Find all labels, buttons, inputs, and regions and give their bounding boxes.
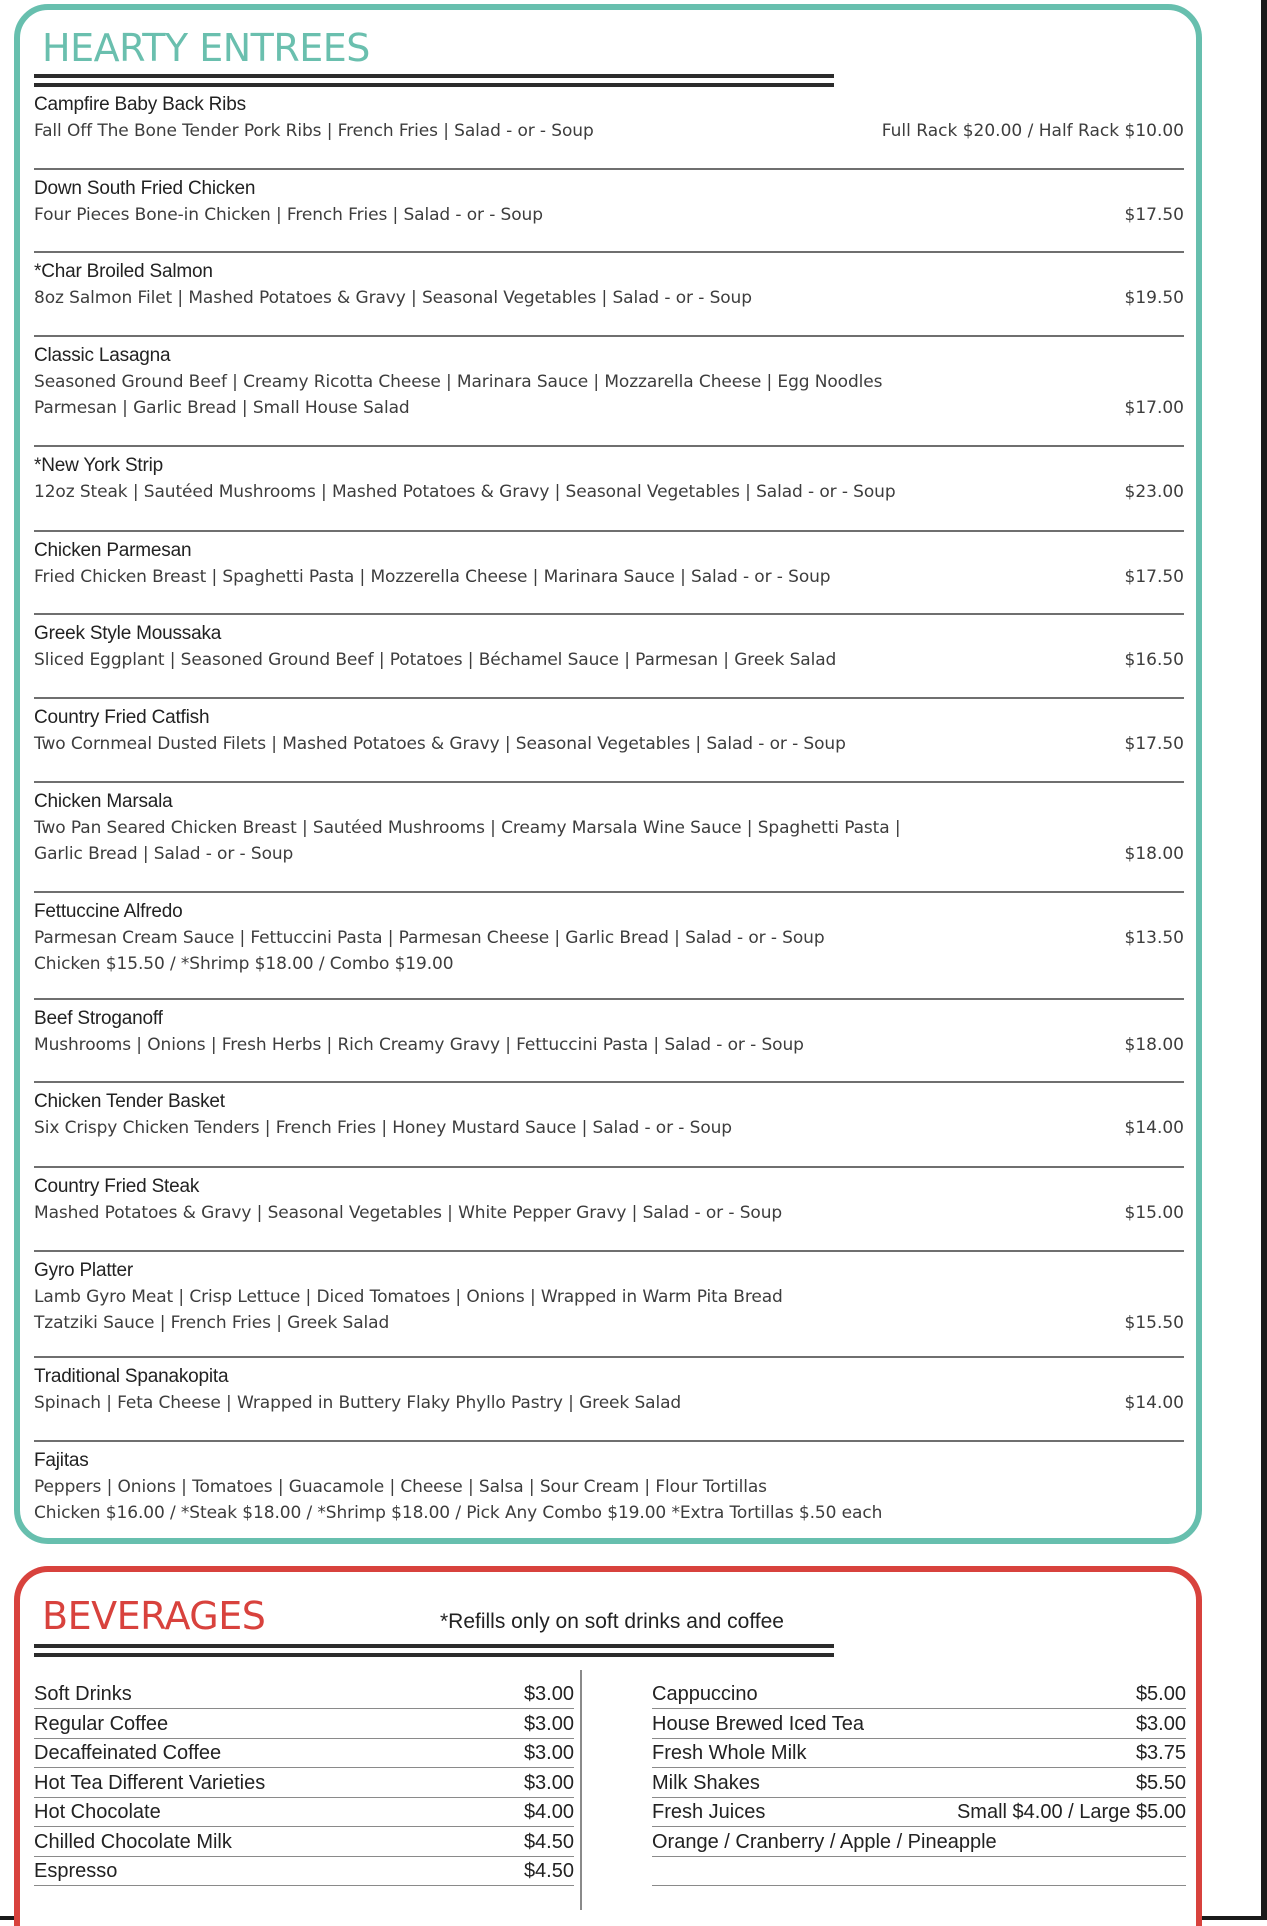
beverage-price: $3.00 xyxy=(523,1742,574,1764)
entree-price: $17.50 xyxy=(1124,734,1184,754)
beverage-price: Small $4.00 / Large $5.00 xyxy=(956,1801,1186,1823)
entree-description: Chicken $15.50 / *Shrimp $18.00 / Combo $19.00 xyxy=(34,954,454,974)
entree-name: Beef Stroganoff xyxy=(34,1008,163,1029)
entree-description: Garlic Bread | Salad - or - Soup xyxy=(34,844,294,864)
entree-divider xyxy=(34,1250,1184,1252)
entree-item xyxy=(34,261,1184,313)
beverage-name: Fresh Juices xyxy=(652,1801,766,1823)
entree-description: Lamb Gyro Meat | Crisp Lettuce | Diced Tomatoes | Onions | Wrapped in Warm Pita Bread xyxy=(34,1287,783,1307)
beverage-row xyxy=(652,1828,1186,1857)
entree-divider xyxy=(34,781,1184,783)
beverage-price: $3.75 xyxy=(1135,1742,1186,1764)
entree-divider xyxy=(34,613,1184,615)
entree-description: Peppers | Onions | Tomatoes | Guacamole | Cheese | Salsa | Sour Cream | Flour Tortillas xyxy=(34,1477,767,1497)
entree-name: Traditional Spanakopita xyxy=(34,1366,229,1387)
entree-description: Mashed Potatoes & Gravy | Seasonal Vegetables | White Pepper Gravy | Salad - or - Soup xyxy=(34,1203,783,1223)
beverages-panel xyxy=(14,1566,1202,1926)
entree-name: Chicken Marsala xyxy=(34,791,173,812)
refill-note: *Refills only on soft drinks and coffee xyxy=(440,1610,784,1633)
entree-item xyxy=(34,1260,1184,1338)
entree-divider xyxy=(34,445,1184,447)
entree-price: $15.00 xyxy=(1124,1203,1184,1223)
entree-item xyxy=(34,1176,1184,1228)
entree-description: Six Crispy Chicken Tenders | French Fries | Honey Mustard Sauce | Salad - or - Soup xyxy=(34,1118,732,1138)
beverage-row xyxy=(34,1828,574,1857)
beverage-price: $4.50 xyxy=(523,1830,574,1853)
entree-item xyxy=(34,623,1184,675)
entree-name: Campfire Baby Back Ribs xyxy=(34,94,246,115)
entree-price: $23.00 xyxy=(1124,482,1184,502)
entree-item xyxy=(34,1091,1184,1143)
beverage-name: Espresso xyxy=(34,1860,118,1882)
beverage-row xyxy=(652,1857,1186,1886)
entree-name: Country Fried Steak xyxy=(34,1176,200,1197)
entree-price: $18.00 xyxy=(1124,1035,1184,1055)
beverage-name: Fresh Whole Milk xyxy=(652,1742,807,1764)
entree-divider xyxy=(34,251,1184,253)
entree-price: Full Rack $20.00 / Half Rack $10.00 xyxy=(881,121,1184,141)
entree-divider xyxy=(34,1440,1184,1442)
entree-name: Fettuccine Alfredo xyxy=(34,901,183,922)
beverage-price: $3.00 xyxy=(1135,1712,1186,1735)
entree-divider xyxy=(34,530,1184,532)
entree-description: Four Pieces Bone-in Chicken | French Fries | Salad - or - Soup xyxy=(34,205,543,225)
entree-price: $15.50 xyxy=(1124,1313,1184,1333)
entree-divider xyxy=(34,1356,1184,1358)
entree-name: *Char Broiled Salmon xyxy=(34,261,213,282)
entree-divider xyxy=(34,891,1184,893)
entree-name: Classic Lasagna xyxy=(34,345,171,366)
entree-divider xyxy=(34,1166,1184,1168)
entree-price: $19.50 xyxy=(1124,288,1184,308)
beverage-row xyxy=(652,1739,1186,1768)
beverage-price: $4.50 xyxy=(523,1860,574,1882)
entree-description: Chicken $16.00 / *Steak $18.00 / *Shrimp $18.00 / Pick Any Combo $19.00 *Extra Tortillas $.50 each xyxy=(34,1503,883,1523)
entree-divider xyxy=(34,168,1184,170)
entree-name: Fajitas xyxy=(34,1450,89,1471)
entree-item xyxy=(34,178,1184,230)
entree-name: Chicken Parmesan xyxy=(34,540,192,561)
beverage-row xyxy=(34,1739,574,1768)
beverage-name: Orange / Cranberry / Apple / Pineapple xyxy=(652,1830,997,1853)
entree-description: Two Cornmeal Dusted Filets | Mashed Potatoes & Gravy | Seasonal Vegetables | Salad - or - Soup xyxy=(34,734,846,754)
entree-item xyxy=(34,94,1184,146)
entree-name: Country Fried Catfish xyxy=(34,707,210,728)
entree-description: Parmesan | Garlic Bread | Small House Salad xyxy=(34,398,410,418)
beverage-price: $4.00 xyxy=(523,1801,574,1823)
entree-divider xyxy=(34,697,1184,699)
entree-name: *New York Strip xyxy=(34,455,164,476)
entree-price: $16.50 xyxy=(1124,650,1184,670)
beverage-row xyxy=(652,1798,1186,1827)
entree-price: $14.00 xyxy=(1124,1393,1184,1413)
entree-item xyxy=(34,1450,1184,1528)
entree-price: $14.00 xyxy=(1124,1118,1184,1138)
beverages-title-rule xyxy=(34,1644,834,1660)
beverage-price: $5.50 xyxy=(1135,1771,1186,1794)
entree-description: Mushrooms | Onions | Fresh Herbs | Rich Creamy Gravy | Fettuccini Pasta | Salad - or - Soup xyxy=(34,1035,804,1055)
beverage-row xyxy=(34,1798,574,1827)
entree-price: $17.50 xyxy=(1124,567,1184,587)
entree-description: Fried Chicken Breast | Spaghetti Pasta | Mozzerella Cheese | Marinara Sauce | Salad - or - Soup xyxy=(34,567,831,587)
entree-divider xyxy=(34,335,1184,337)
beverage-name: Hot Chocolate xyxy=(34,1801,161,1823)
entree-name: Greek Style Moussaka xyxy=(34,623,222,644)
entree-item xyxy=(34,540,1184,592)
beverages-title: BEVERAGES xyxy=(42,1594,266,1638)
entree-price: $17.00 xyxy=(1124,398,1184,418)
beverage-price: $3.00 xyxy=(523,1683,574,1705)
entree-item xyxy=(34,791,1184,869)
right-edge-bar xyxy=(1261,0,1267,1920)
entree-description: Fall Off The Bone Tender Pork Ribs | French Fries | Salad - or - Soup xyxy=(34,121,594,141)
entree-price: $17.50 xyxy=(1124,205,1184,225)
entree-description: Parmesan Cream Sauce | Fettuccini Pasta | Parmesan Cheese | Garlic Bread | Salad - or - Soup xyxy=(34,928,825,948)
beverage-name: Regular Coffee xyxy=(34,1712,169,1735)
entrees-title-rule xyxy=(34,74,834,90)
entree-description: 12oz Steak | Sautéed Mushrooms | Mashed Potatoes & Gravy | Seasonal Vegetables | Salad - or - Soup xyxy=(34,482,896,502)
beverage-name: Decaffeinated Coffee xyxy=(34,1742,222,1764)
beverage-name: Hot Tea Different Varieties xyxy=(34,1771,266,1794)
entree-description: 8oz Salmon Filet | Mashed Potatoes & Gravy | Seasonal Vegetables | Salad - or - Soup xyxy=(34,288,752,308)
beverage-name: Soft Drinks xyxy=(34,1683,132,1705)
entree-divider xyxy=(34,1081,1184,1083)
entree-name: Down South Fried Chicken xyxy=(34,178,256,199)
entrees-title: HEARTY ENTREES xyxy=(42,26,370,70)
beverage-price: $3.00 xyxy=(523,1712,574,1735)
entree-description: Tzatziki Sauce | French Fries | Greek Salad xyxy=(34,1313,390,1333)
beverage-row xyxy=(34,1680,574,1709)
entree-item xyxy=(34,455,1184,507)
beverage-row xyxy=(34,1769,574,1798)
beverage-row xyxy=(652,1710,1186,1739)
beverage-name: Milk Shakes xyxy=(652,1771,760,1794)
entree-name: Gyro Platter xyxy=(34,1260,133,1281)
beverage-name: House Brewed Iced Tea xyxy=(652,1712,864,1735)
beverage-row xyxy=(652,1680,1186,1709)
entree-description: Seasoned Ground Beef | Creamy Ricotta Cheese | Marinara Sauce | Mozzarella Cheese | Egg Noodles xyxy=(34,372,883,392)
hearty-entrees-panel xyxy=(14,4,1202,1544)
entree-name: Chicken Tender Basket xyxy=(34,1091,225,1112)
entree-divider xyxy=(34,998,1184,1000)
entree-item xyxy=(34,345,1184,423)
entree-description: Two Pan Seared Chicken Breast | Sautéed Mushrooms | Creamy Marsala Wine Sauce | Spaghetti Pasta | xyxy=(34,818,901,838)
entree-description: Spinach | Feta Cheese | Wrapped in Buttery Flaky Phyllo Pastry | Greek Salad xyxy=(34,1393,682,1413)
beverage-price: $5.00 xyxy=(1135,1683,1186,1705)
beverage-name: Cappuccino xyxy=(652,1683,758,1705)
entree-item xyxy=(34,707,1184,759)
beverage-column-separator xyxy=(580,1670,582,1910)
beverage-row xyxy=(652,1769,1186,1798)
entree-item xyxy=(34,1008,1184,1060)
entree-description: Sliced Eggplant | Seasoned Ground Beef | Potatoes | Béchamel Sauce | Parmesan | Greek Salad xyxy=(34,650,837,670)
beverage-name: Chilled Chocolate Milk xyxy=(34,1830,232,1853)
entree-price: $13.50 xyxy=(1124,928,1184,948)
beverage-price: $3.00 xyxy=(523,1771,574,1794)
beverage-row xyxy=(34,1857,574,1886)
entree-price: $18.00 xyxy=(1124,844,1184,864)
entree-item xyxy=(34,1366,1184,1418)
entree-item xyxy=(34,901,1184,979)
beverage-row xyxy=(34,1710,574,1739)
